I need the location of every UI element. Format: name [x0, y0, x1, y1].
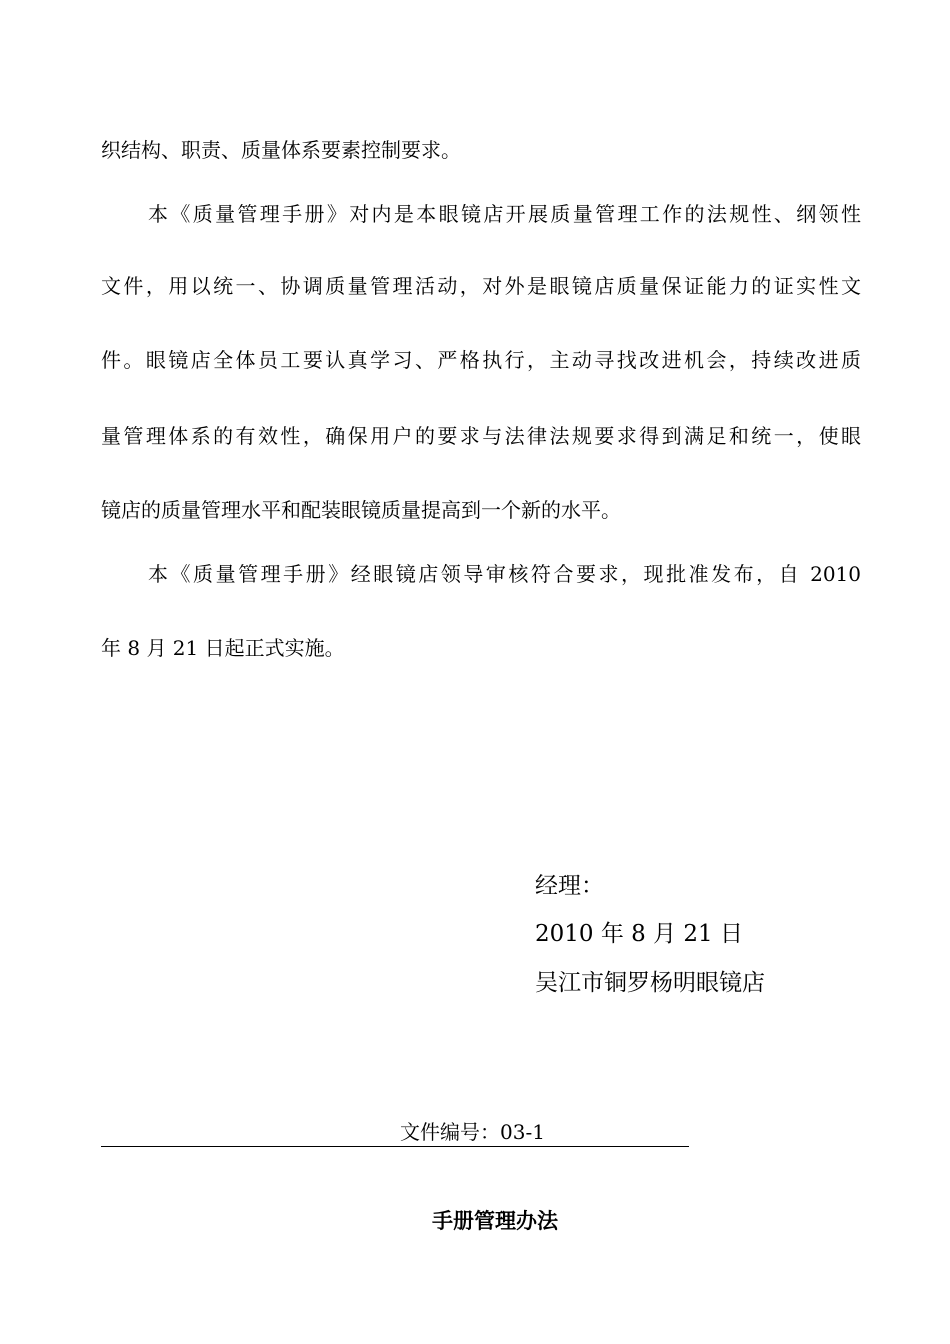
document-number-line [101, 1118, 689, 1147]
signature-company: 吴江市铜罗杨明眼镜店 [535, 970, 765, 996]
body-line-6: 镜店的质量管理水平和配装眼镜质量提高到一个新的水平。 [101, 498, 621, 522]
body-line-2: 本《质量管理手册》对内是本眼镜店开展质量管理工作的法规性、纲领性 [148, 202, 861, 226]
body-line-1: 织结构、职责、质量体系要素控制要求。 [101, 138, 461, 162]
body-line-3: 文件，用以统一、协调质量管理活动，对外是眼镜店质量保证能力的证实性文 [101, 274, 861, 298]
body-line-4: 件。眼镜店全体员工要认真学习、严格执行，主动寻找改进机会，持续改进质 [101, 348, 861, 372]
body-line-7: 本《质量管理手册》经眼镜店领导审核符合要求，现批准发布，自 2010 [148, 562, 861, 586]
signature-date: 2010 年 8 月 21 日 [535, 921, 743, 947]
signature-role: 经理： [535, 873, 604, 899]
body-line-5: 量管理体系的有效性，确保用户的要求与法律法规要求得到满足和统一，使眼 [101, 424, 861, 448]
section-title: 手册管理办法 [432, 1209, 558, 1233]
document-number: 文件编号：03-1 [400, 1120, 545, 1144]
body-line-8: 年 8 月 21 日起正式实施。 [101, 636, 345, 660]
